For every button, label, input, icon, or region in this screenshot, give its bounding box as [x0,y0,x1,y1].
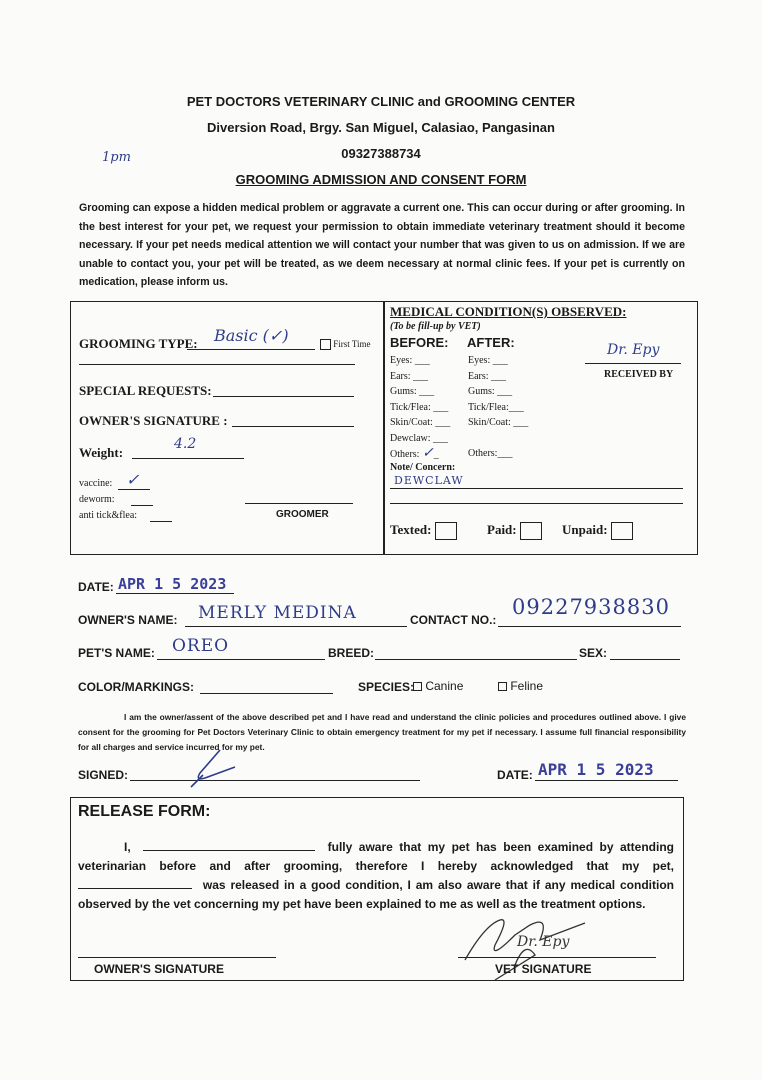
vaccine-label: vaccine: [79,478,113,489]
paid-checkbox[interactable] [520,522,542,540]
anti-tick-label: anti tick&flea: [79,510,138,521]
owner-signature-line[interactable] [232,426,354,427]
grooming-type-label: GROOMING TYPE: [79,336,198,351]
received-by-line [585,363,681,364]
weight-label: Weight: [79,445,124,460]
after-row: Tick/Flea:___ [468,401,524,413]
consent-date-line [535,780,678,781]
consent-paragraph: I am the owner/assent of the above described pet and I have read and understand the clinic policies and procedures outlined above. I give consent for the grooming for Pet Doctors Veterinary Clinic to obtain emergency treatment for my pet if necessary. I assume full financial responsibility for all charges and service incurred for my pet. [78,712,686,752]
special-requests-line[interactable] [213,396,354,397]
unpaid-label: Unpaid: [562,522,608,537]
color-markings-line[interactable] [200,693,333,694]
clinic-address: Diversion Road, Brgy. San Miguel, Calasiao, Pangasinan [207,120,555,135]
feline-checkbox[interactable] [498,682,507,691]
canine-checkbox[interactable] [413,682,422,691]
pet-name-line [157,659,325,660]
release-owner-name-line[interactable] [143,839,315,851]
contact-line [498,626,681,627]
consent-date-stamp[interactable]: APR 1 5 2023 [538,760,654,779]
medical-subtitle: (To be fill-up by VET) [390,321,481,332]
special-requests-label: SPECIAL REQUESTS: [79,383,212,398]
admission-box-divider [383,301,385,555]
first-time-label: First Time [333,339,371,349]
medical-title: MEDICAL CONDITION(S) OBSERVED: [390,304,627,319]
consent-date-label: DATE: [497,768,533,782]
deworm-label: deworm: [79,494,115,505]
grooming-type-value[interactable]: Basic (✓) [214,326,289,345]
before-row: Ears: ___ [390,370,429,382]
received-by-signature[interactable]: Dr. Epy [607,342,660,358]
before-column [390,353,450,463]
vaccine-check[interactable]: ✓ [126,470,140,489]
first-time-option[interactable] [320,339,371,350]
groomer-line[interactable] [245,503,353,504]
paid-label: Paid: [487,522,517,537]
dewclaw-row: Dewclaw: ___ [390,432,449,444]
vet-signature-value[interactable]: Dr. Epy [517,934,570,950]
after-label: AFTER: [467,335,515,350]
note-value[interactable]: DEWCLAW [394,474,464,487]
others-after-row: Others:___ [468,448,513,459]
unpaid-checkbox[interactable] [611,522,633,540]
intro-paragraph: Grooming can expose a hidden medical problem or aggravate a current one. This can occur during or after grooming. In the best interest for your pet, we request your permission to obtain immediate veterinary treatment should it become necessary. If your pet needs medical attention we will contact your number that was given to us on admission. If we are unable to contact you, your pet will be treated, as we deem necessary at normal clinic fees. If your pet is currently on medication, please inform us. [79,202,685,288]
species-label: SPECIES: [358,680,415,694]
before-row: Gums: ___ [390,386,435,397]
release-owner-sig-line[interactable] [78,957,276,958]
pet-name-value[interactable]: OREO [172,636,230,656]
canine-option[interactable] [413,679,463,693]
owner-name-line [185,626,407,627]
note-line-1 [390,488,683,489]
date-label: DATE: [78,580,114,594]
weight-line [132,458,244,459]
date-line [116,593,234,594]
unpaid-option[interactable] [562,522,633,540]
weight-value[interactable]: 4.2 [174,436,197,452]
after-column [468,353,528,462]
after-row: Skin/Coat: ___ [468,417,529,428]
feline-label: Feline [510,679,544,693]
release-text-a: fully aware that my pet has been examined by attending veterinarian before and after grooming, therefore I hereby acknowledged that my pet, [78,840,674,873]
release-vet-sig-line[interactable] [458,957,656,958]
signed-line[interactable] [130,780,420,781]
sex-line[interactable] [610,659,680,660]
texted-option[interactable] [390,522,457,540]
release-paragraph [78,838,674,914]
pet-name-label: PET'S NAME: [78,646,155,660]
release-pet-name-line[interactable] [78,877,192,889]
vaccine-line [118,489,150,490]
received-by-label: RECEIVED BY [604,369,674,380]
before-row: Tick/Flea: ___ [390,401,449,413]
anti-tick-line[interactable] [150,521,172,522]
color-markings-label: COLOR/MARKINGS: [78,680,194,694]
after-row: Gums: ___ [468,386,513,397]
owner-signature-scribble [175,745,245,790]
signed-label: SIGNED: [78,768,129,782]
sex-label: SEX: [579,646,608,660]
breed-line[interactable] [375,659,577,660]
clinic-phone: 09327388734 [341,146,421,161]
note-label: Note/ Concern: [390,462,456,473]
contact-value[interactable]: 09227938830 [512,595,670,619]
before-row: Eyes: ___ [390,355,430,366]
handwritten-time: 1pm [102,150,131,165]
texted-checkbox[interactable] [435,522,457,540]
owner-signature-label: OWNER'S SIGNATURE : [79,413,228,428]
release-text-b: was released in a good condition, I am also aware that if any medical condition observed by the vet concerning my pet have been explained to me as well as the treatment options. [78,878,674,911]
others-before-row: Others: ✓_ [390,445,439,461]
owner-name-label: OWNER'S NAME: [78,613,178,627]
release-title: RELEASE FORM: [78,803,211,820]
before-row: Skin/Coat: ___ [390,417,451,428]
before-label: BEFORE: [390,335,449,350]
release-text-i: I, [124,840,131,854]
grooming-type-line [187,349,315,350]
after-row: Eyes: ___ [468,355,508,366]
note-line-2 [390,503,683,504]
feline-option[interactable] [498,679,543,693]
form-title: GROOMING ADMISSION AND CONSENT FORM [235,172,527,187]
date-stamp[interactable]: APR 1 5 2023 [118,575,227,593]
grooming-type-line-2 [79,364,355,365]
after-row: Ears: ___ [468,370,507,382]
first-time-checkbox[interactable] [320,339,331,350]
deworm-line[interactable] [131,505,153,506]
owner-name-value[interactable]: MERLY MEDINA [198,603,357,623]
clinic-name: PET DOCTORS VETERINARY CLINIC and GROOMING CENTER [186,94,576,109]
canine-label: Canine [425,679,464,693]
texted-label: Texted: [390,522,432,537]
release-owner-sig-label: OWNER'S SIGNATURE [94,962,224,976]
release-vet-sig-label: VET SIGNATURE [495,962,592,976]
breed-label: BREED: [328,646,375,660]
contact-label: CONTACT NO.: [410,613,497,627]
groomer-label: GROOMER [276,509,329,520]
paid-option[interactable] [487,522,542,540]
